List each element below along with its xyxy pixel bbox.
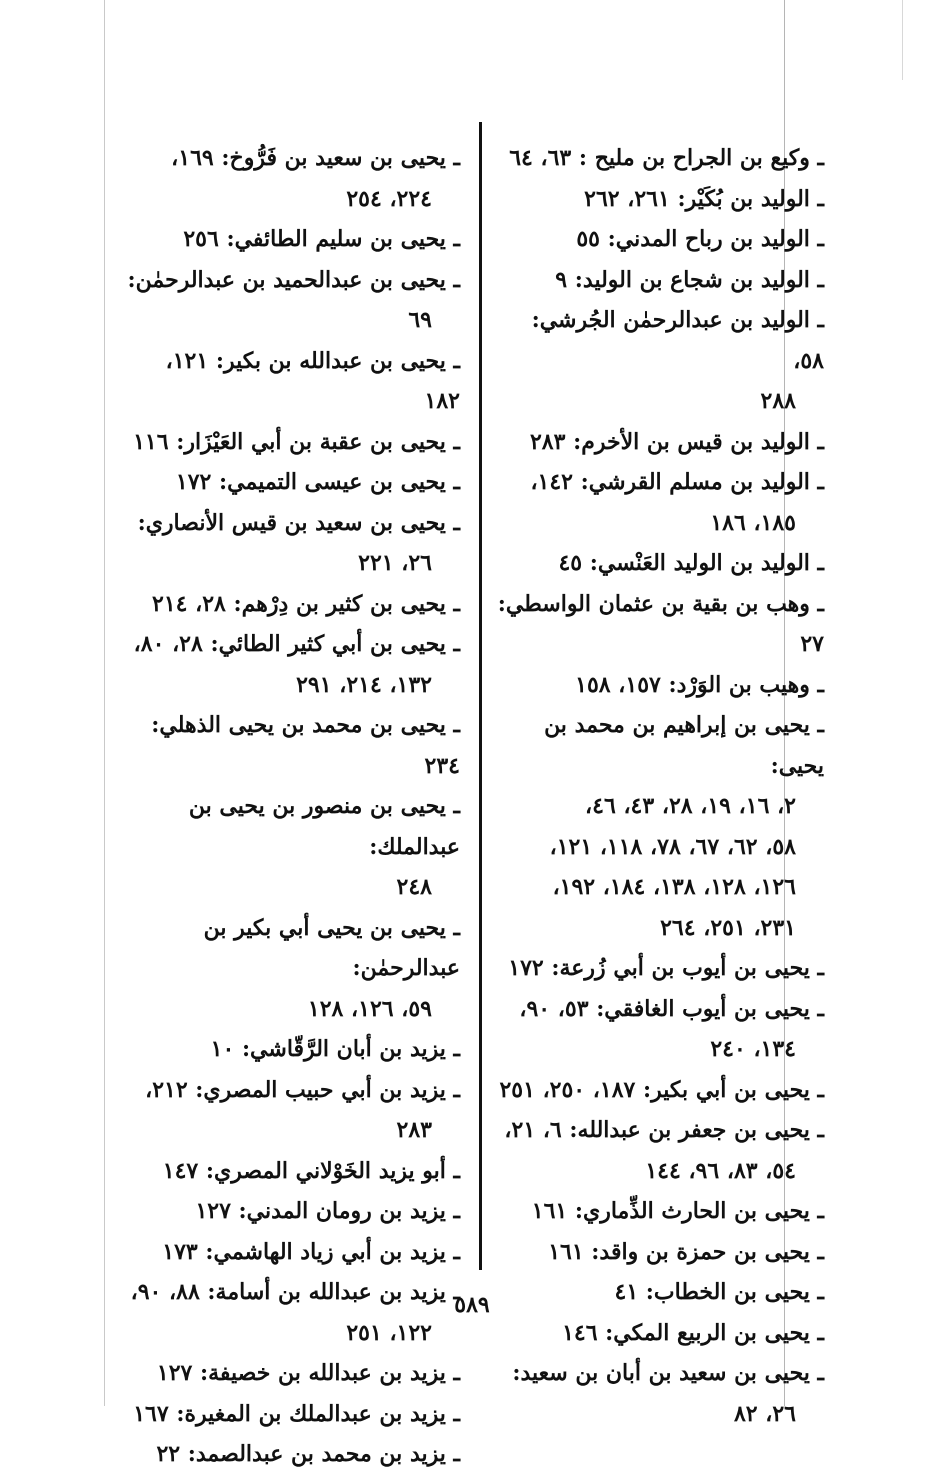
index-entry <box>494 1232 824 1273</box>
index-entry <box>124 503 460 584</box>
entry-line: ـ يحيى بن منصور بن يحيى بن عبدالملك: <box>188 793 460 860</box>
entry-continuation: ٥٩، ١٢٦، ١٢٨ <box>307 995 432 1022</box>
index-entry <box>124 908 460 1030</box>
index-entry <box>494 138 824 179</box>
index-entry <box>494 219 824 260</box>
index-column-right <box>494 138 824 1434</box>
index-entry <box>124 786 460 908</box>
entry-line: ـ يزيد بن عبدالملك بن المغيرة: ١٦٧ <box>133 1400 460 1427</box>
index-entry <box>494 705 824 948</box>
entry-line: ـ يحيى بن جعفر بن عبدالله: ٦، ٢١، <box>504 1117 824 1143</box>
entry-line: ـ يحيى بن الحارث الذِّماري: ١٦١ <box>531 1198 824 1224</box>
entry-continuation: ١٣٢، ٢١٤، ٢٩١ <box>296 671 432 698</box>
entry-line: ـ يحيى بن سليم الطائفي: ٢٥٦ <box>183 226 460 252</box>
entry-continuation: ١٢٦، ١٢٨، ١٣٨، ١٨٤، ١٩٢، <box>552 874 796 900</box>
column-divider <box>479 122 482 1270</box>
entry-line: ـ يزيد بن أبي زياد الهاشمي: ١٧٣ <box>162 1238 460 1265</box>
index-entry <box>124 1029 460 1070</box>
entry-continuation: ٢٦، ٨٢ <box>733 1400 796 1427</box>
entry-continuation: ٢٨٨ <box>760 388 796 414</box>
index-entry <box>124 1070 460 1151</box>
entry-continuation: ٢٢٤، ٢٥٤ <box>346 185 432 212</box>
entry-line: ـ يحيى بن عبدالحميد بن عبدالرحمٰن: <box>127 266 460 293</box>
index-entry <box>124 138 460 219</box>
index-entry <box>124 219 460 260</box>
index-entry <box>124 1394 460 1435</box>
entry-line: ـ يحيى بن سعيد بن فَرُّوخ: ١٦٩، <box>171 145 460 171</box>
index-entry <box>494 422 824 463</box>
entry-continuation: ١٢٢، ٢٥١ <box>346 1319 432 1346</box>
scan-edge-top-right <box>902 0 903 80</box>
index-entry <box>124 584 460 625</box>
index-entry <box>124 624 460 705</box>
index-entry <box>494 1191 824 1232</box>
entry-line: ـ يحيى بن عقبة بن أبي العَيْزَار: ١١٦ <box>133 428 460 455</box>
entry-continuation: ١٣٤، ٢٤٠ <box>710 1036 796 1062</box>
entry-line: ـ يحيى بن سعيد بن قيس الأنصاري: <box>137 509 460 536</box>
entry-line: ـ الوليد بن رباح المدني: ٥٥ <box>576 226 824 252</box>
entry-line: ـ يحيى بن محمد بن يحيى الذهلي: ٢٣٤ <box>151 712 460 779</box>
entry-line: ـ أبو يزيد الخَوْلاني المصري: ١٤٧ <box>162 1157 460 1184</box>
index-entry <box>494 665 824 706</box>
index-entry <box>124 1353 460 1394</box>
entry-line: ـ وهب بن بقية بن عثمان الواسطي: ٢٧ <box>497 590 824 657</box>
index-entry <box>124 422 460 463</box>
entry-line: ـ يزيد بن رومان المدني: ١٢٧ <box>195 1198 460 1224</box>
entry-line: ـ وكيع بن الجراح بن مليح : ٦٣، ٦٤ <box>509 145 824 171</box>
entry-continuation: ٢، ١٦، ١٩، ٢٨، ٤٣، ٤٦، <box>585 793 796 819</box>
entry-continuation: ٢٣١، ٢٥١، ٢٦٤ <box>660 914 796 941</box>
index-entry <box>494 989 824 1070</box>
index-entry <box>494 179 824 220</box>
entry-continuation: ٦٩ <box>408 307 432 333</box>
index-entry <box>124 341 460 422</box>
entry-line: ـ يحيى بن عيسى التميمي: ١٧٢ <box>175 469 460 495</box>
entry-line: ـ يزيد بن محمد بن عبدالصمد: ٢٢ <box>156 1441 460 1467</box>
index-entry <box>124 260 460 341</box>
entry-line: ـ وهيب بن الوَرْد: ١٥٧، ١٥٨ <box>575 671 824 698</box>
index-entry <box>494 584 824 665</box>
index-entry <box>124 1232 460 1273</box>
entry-line: ـ الوليد بن مسلم القرشي: ١٤٢، <box>530 469 824 495</box>
entry-line: ـ يحيى بن سعيد بن أبان بن سعيد: <box>512 1360 824 1386</box>
entry-continuation: ١٨٥، ١٨٦ <box>710 509 796 536</box>
index-entry <box>124 1191 460 1232</box>
index-entry <box>494 948 824 989</box>
index-entry <box>124 705 460 786</box>
entry-line: ـ يحيى بن يحيى أبي بكير بن عبدالرحمٰن: <box>203 914 460 981</box>
index-entry <box>124 462 460 503</box>
index-entry <box>494 543 824 584</box>
index-entry <box>494 1110 824 1191</box>
entry-continuation: ٥٤، ٨٣، ٩٦، ١٤٤ <box>645 1157 796 1184</box>
entry-line: ـ يزيد بن أبي حبيب المصري: ٢١٢، <box>145 1076 460 1103</box>
entry-line: ـ الوليد بن قيس بن الأخرم: ٢٨٣ <box>529 428 824 455</box>
index-entry <box>124 1151 460 1192</box>
entry-line: ـ الوليد بن شجاع بن الوليد: ٩ <box>555 266 824 293</box>
entry-continuation: ٢٤٨ <box>396 874 432 900</box>
index-entry <box>494 1353 824 1434</box>
index-entry <box>124 1434 460 1475</box>
index-entry <box>494 300 824 422</box>
entry-line: ـ يحيى بن الربيع المكي: ١٤٦ <box>562 1319 824 1346</box>
entry-continuation: ٢٨٣ <box>396 1117 432 1143</box>
entry-line: ـ يحيى بن عبدالله بن بكير: ١٢١، ١٨٢ <box>165 347 460 414</box>
entry-line: ـ يحيى بن كثير بن دِرْهم: ٢٨، ٢١٤ <box>152 590 460 617</box>
entry-line: ـ يحيى بن أبي كثير الطائي: ٢٨، ٨٠، <box>133 631 460 657</box>
index-entry <box>494 462 824 543</box>
entry-line: ـ الوليد بن الوليد العَنْسي: ٤٥ <box>558 550 824 576</box>
entry-line: ـ يزيد بن أبان الرَّقّاشي: ١٠ <box>210 1036 460 1062</box>
entry-continuation: ٥٨، ٦٢، ٦٧، ٧٨، ١١٨، ١٢١، <box>549 833 796 860</box>
entry-line: ـ يحيى بن أيوب الغافقي: ٥٣، ٩٠، <box>519 995 824 1022</box>
entry-line: ـ الوليد بن بُكَيْر: ٢٦١، ٢٦٢ <box>584 185 824 212</box>
entry-line: ـ يحيى بن حمزة بن واقد: ١٦١ <box>548 1238 824 1265</box>
entry-line: ـ الوليد بن عبدالرحمٰن الجُرشي: ٥٨، <box>531 307 824 374</box>
entry-line: ـ يحيى بن إبراهيم بن محمد بن يحيى: <box>544 712 824 779</box>
index-entry <box>494 260 824 301</box>
index-entry <box>494 1070 824 1111</box>
index-column-left <box>124 138 460 1475</box>
entry-line: ـ يحيى بن أيوب بن أبي زُرعة: ١٧٢ <box>508 955 824 981</box>
entry-line: ـ يزيد بن عبدالله بن خصيفة: ١٢٧ <box>156 1360 460 1386</box>
entry-line: ـ يحيى بن أبي بكير: ١٨٧، ٢٥٠، ٢٥١ <box>499 1076 824 1103</box>
entry-continuation: ٢٦، ٢٢١ <box>358 550 432 576</box>
scan-edge-left <box>104 0 105 1406</box>
entry-line: ـ يزيد بن عبدالله بن أسامة: ٨٨، ٩٠، <box>130 1279 460 1305</box>
index-entry <box>494 1313 824 1354</box>
page-number: ٥٨٩ <box>454 1292 490 1318</box>
entry-line: ـ يحيى بن الخطاب: ٤١ <box>614 1279 824 1305</box>
